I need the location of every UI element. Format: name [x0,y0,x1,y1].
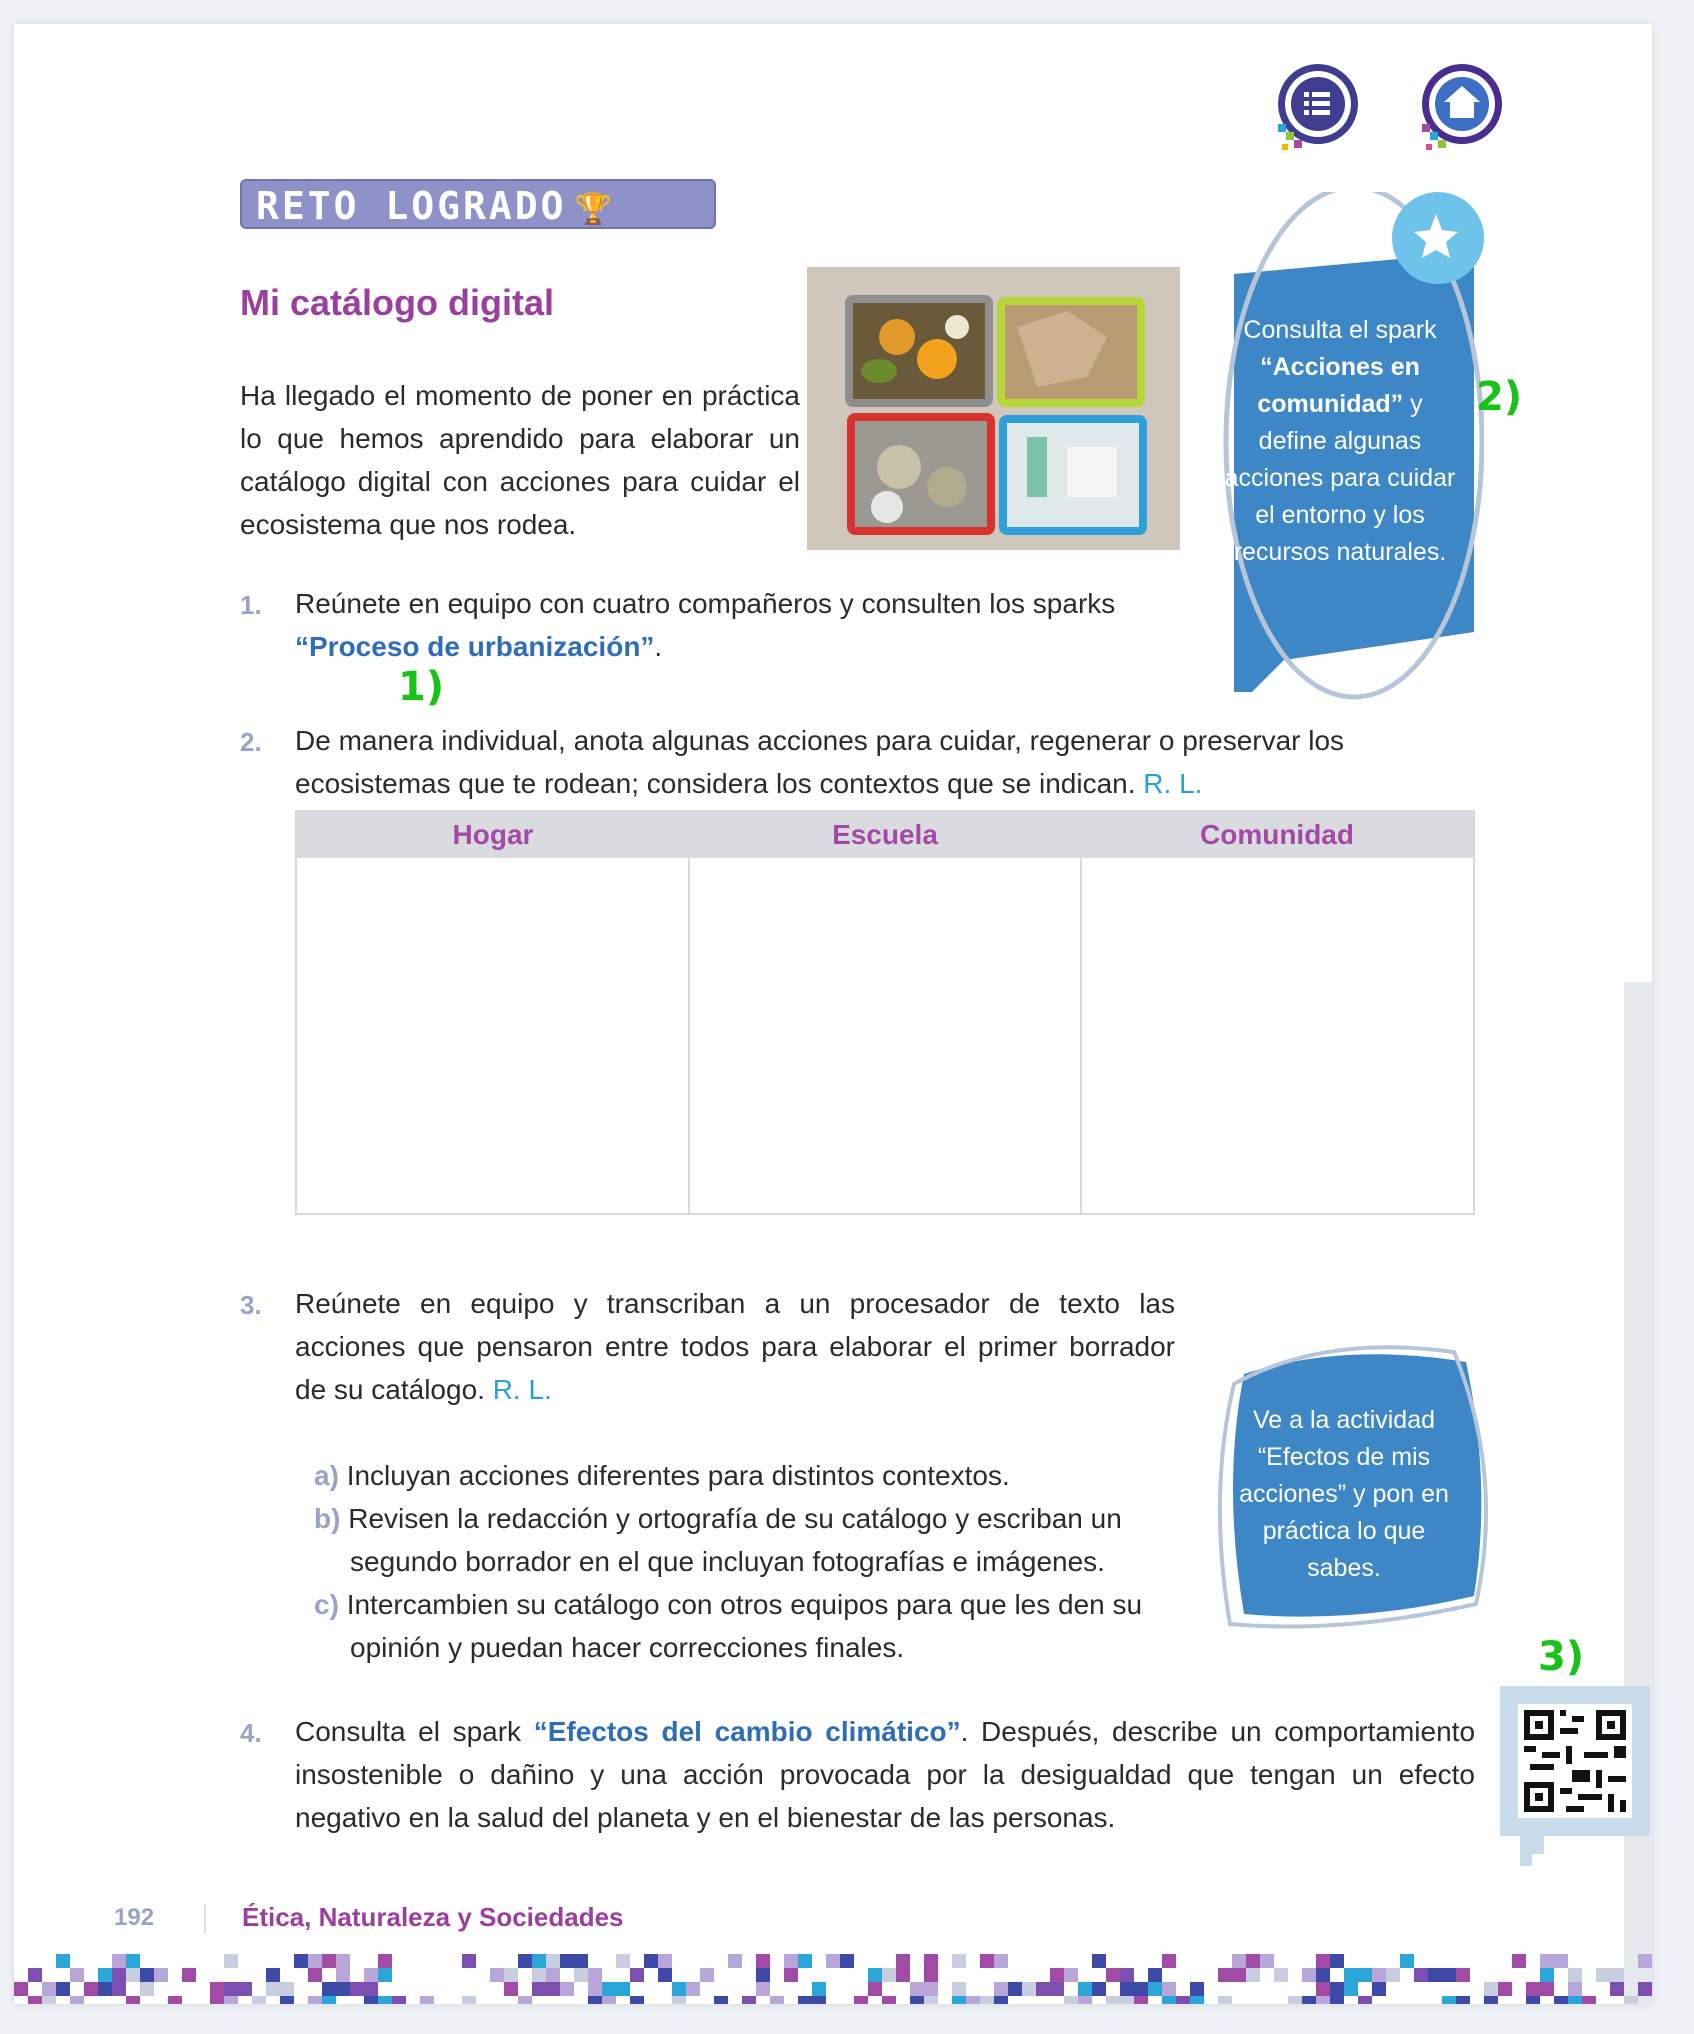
pixel-tile [980,1954,994,1968]
pixel-tile [672,1996,686,2004]
pixel-tile [812,1982,826,1996]
item-number-1: 1. [240,590,262,620]
pixel-tile [252,1996,266,2004]
pixel-tile [574,1954,588,1968]
pixel-tile [280,1996,294,2004]
pixel-tile [1526,1996,1540,2004]
pixel-tile [1638,1982,1652,1996]
pixel-tile [1190,1982,1204,1996]
pixel-tile [42,1982,56,1996]
pixel-tile [952,1982,966,1996]
pixel-tile [574,1968,588,1982]
pixel-tile [1134,1996,1148,2004]
subitem-a [314,1454,1174,1497]
pixel-tile [224,1982,238,1996]
pixel-tile [1442,1996,1456,2004]
pixel-tile [882,1996,896,2004]
pixel-tile [378,1996,392,2004]
pixel-tile [756,1954,770,1968]
pixel-tile [504,1968,518,1982]
pixel-tile [392,1996,406,2004]
pixel-tile [952,1954,966,1968]
item-number-3: 3. [240,1290,262,1320]
pixel-tile [994,1954,1008,1968]
subitem-text: Revisen la redacción y ortografía de su catálogo y escriban un segundo borrador en el que incluyan fotografías e imágenes. [348,1503,1122,1577]
pixel-tile [602,1996,616,2004]
table-cell-comunidad[interactable] [1082,858,1473,1213]
pixel-tile [882,1968,896,1982]
pixel-tile [140,1968,154,1982]
pixel-tile [728,1954,742,1968]
pixel-tile [112,1954,126,1968]
pixel-tile [1008,1982,1022,1996]
pixel-tile [742,1996,756,2004]
pixel-tile [616,1954,630,1968]
recycling-bins-photo [807,267,1180,550]
pixel-tile [1330,1982,1344,1996]
pixel-tile [630,1996,644,2004]
pixel-tile [1484,1996,1498,2004]
pixel-tile [532,1982,546,1996]
pixel-tile [910,1982,924,1996]
subitem-letter: c) [314,1589,339,1620]
pixel-tile [322,1982,336,1996]
pixel-tile [1414,1968,1428,1982]
pixel-tile [1232,1954,1246,1968]
pixel-tile [1022,1982,1036,1996]
pixel-tile [1302,1996,1316,2004]
pixel-tile [532,1968,546,1982]
pixel-tile [924,1996,938,2004]
table-header-hogar: Hogar [452,819,534,850]
pixel-tile [210,1982,224,1996]
pixel-tile [182,1968,196,1982]
page-title: Mi catálogo digital [240,282,555,323]
pixel-tile [1554,1996,1568,2004]
pixel-tile [1624,1996,1638,2004]
pixel-tile [1596,1968,1610,1982]
page-number: 192 [114,1904,155,1931]
subject-title: Ética, Naturaleza y Sociedades [242,1902,624,1932]
table-cell-escuela[interactable] [690,858,1083,1213]
subitem-text: Incluyan acciones diferentes para distintos contextos. [346,1460,1010,1491]
item-2 [295,719,1475,805]
pixel-tile [1540,1954,1554,1968]
spark-banner-text [1220,312,1460,571]
decorative-pixel-band [14,1954,1652,2004]
pixel-tile [896,1968,910,1982]
pixel-tile [910,1996,924,2004]
pixel-tile [1064,1968,1078,1982]
pixel-tile [1106,1968,1120,1982]
pixel-tile [56,1982,70,1996]
banner-line: Consulta el spark [1243,316,1437,344]
pixel-tile [1428,1968,1442,1982]
pixel-tile [1344,1982,1358,1996]
challenge-badge [240,179,716,229]
pixel-tile [1372,1982,1386,1996]
pixel-tile [1484,1982,1498,1996]
pixel-tile [1568,1996,1582,2004]
pixel-tile [546,1954,560,1968]
pixel-tile [504,1982,518,1996]
pixel-tile [1260,1954,1274,1968]
pixel-tile [308,1968,322,1982]
pixel-tile [1218,1996,1232,2004]
table-header-comunidad: Comunidad [1200,819,1354,850]
pixel-tile [994,1982,1008,1996]
pixel-tile [1302,1968,1316,1982]
pixel-tile [1078,1982,1092,1996]
subitem-letter: a) [314,1460,339,1491]
pixel-tile [854,1996,868,2004]
pixel-tile [112,1982,126,1996]
subitem-c [314,1583,1174,1669]
pixel-tile [28,1996,42,2004]
pixel-tile [126,1954,140,1968]
item-1-text: Reúnete en equipo con cuatro compañeros y consulten los sparks [295,588,1116,619]
pixel-tile [1582,1996,1596,2004]
qr-code[interactable] [1500,1686,1650,1876]
pixel-tile [168,1996,182,2004]
pixel-tile [14,1982,28,1996]
item-4-text: Consulta el spark [295,1716,534,1747]
pixel-tile [1176,1996,1190,2004]
marker-2: 2) [1476,374,1523,420]
pixel-tile [336,1954,350,1968]
pixel-tile [1456,1968,1470,1982]
pixel-tile [1456,1996,1470,2004]
pixel-tile [658,1954,672,1968]
pixel-tile [1316,1996,1330,2004]
pixel-tile [210,1996,224,2004]
pixel-tile [1554,1954,1568,1968]
pixel-tile [1078,1996,1092,2004]
item-2-text: De manera individual, anota algunas acciones para cuidar, regenerar o preservar los ecosistemas que te rodean; considera los contextos que se indican. [295,725,1345,799]
pixel-tile [364,1968,378,1982]
pixel-tile [588,1996,602,2004]
pixel-tile [630,1968,644,1982]
pixel-tile [336,1982,350,1996]
pixel-tile [644,1954,658,1968]
pixel-tile [924,1968,938,1982]
pixel-tile [602,1982,616,1996]
pixel-tile [1050,1982,1064,1996]
pixel-tile [1148,1968,1162,1982]
pixel-tile [70,1968,84,1982]
pixel-tile [1610,1968,1624,1982]
pixel-tile [952,1996,966,2004]
pixel-tile [364,1996,378,2004]
pixel-tile [350,1982,364,1996]
pixel-tile [1092,1982,1106,1996]
pixel-tile [1120,1996,1134,2004]
pixel-tile [126,1968,140,1982]
pixel-tile [966,1996,980,2004]
pixel-tile [1442,1968,1456,1982]
spark-link-acciones[interactable]: “Acciones en comunidad” [1257,353,1420,418]
pixel-tile [532,1954,546,1968]
pixel-tile [266,1968,280,1982]
pixel-tile [42,1996,56,2004]
activity-bubble-text[interactable]: Ve a la actividad “Efectos de mis acciones” y pon en práctica lo que sabes. [1239,1406,1449,1582]
pixel-tile [1232,1968,1246,1982]
subitem-letter: b) [314,1503,341,1534]
pixel-tile [518,1954,532,1968]
pixel-tile [1050,1968,1064,1982]
pixel-tile [770,1996,784,2004]
pixel-tile [756,1982,770,1996]
pixel-tile [1610,1982,1624,1996]
pixel-tile [994,1996,1008,2004]
home-icon[interactable] [1410,58,1510,158]
spark-link-cambio-climatico[interactable]: “Efectos del cambio climático” [533,1716,961,1747]
footer-divider [204,1904,206,1934]
pixel-tile [798,1996,812,2004]
pixel-tile [1344,1968,1358,1982]
pixel-tile [1512,1954,1526,1968]
pixel-tile [266,1982,280,1996]
pixel-tile [1134,1982,1148,1996]
pixel-tile [1330,1996,1344,2004]
pixel-tile [1288,1996,1302,2004]
pixel-tile [784,1968,798,1982]
pixel-tile [98,1982,112,1996]
spark-link-urbanizacion[interactable]: “Proceso de urbanización” [295,631,655,662]
pixel-tile [658,1968,672,1982]
pixel-tile [238,1982,252,1996]
pixel-tile [1568,1982,1582,1996]
pixel-tile [560,1954,574,1968]
pixel-tile [1162,1982,1176,1996]
pixel-tile [1568,1968,1582,1982]
pixel-tile [378,1954,392,1968]
pixel-tile [70,1996,84,2004]
pixel-tile [1540,1968,1554,1982]
pixel-tile [868,1968,882,1982]
subitem-text: Intercambien su catálogo con otros equipos para que les den su opinión y puedan hacer correcciones finales. [346,1589,1143,1663]
pixel-tile [98,1968,112,1982]
item-1-end: . [654,631,663,662]
item-1 [295,582,1175,668]
pixel-tile [308,1996,322,2004]
pixel-tile [896,1954,910,1968]
pixel-tile [798,1954,812,1968]
pixel-tile [1330,1954,1344,1968]
contexts-table [295,810,1475,1215]
pixel-tile [924,1954,938,1968]
item-number-2: 2. [240,727,262,757]
pixel-tile [490,1968,504,1982]
pixel-tile [1540,1982,1554,1996]
pixel-tile [322,1954,336,1968]
pixel-tile [1638,1954,1652,1968]
pixel-tile [1036,1982,1050,1996]
pixel-tile [1106,1996,1120,2004]
pixel-tile [462,1954,476,1968]
pixel-tile [294,1954,308,1968]
pixel-tile [1400,1954,1414,1968]
pixel-tile [714,1996,728,2004]
pixel-tile [308,1954,322,1968]
item-3 [295,1282,1175,1411]
subitem-b [314,1497,1174,1583]
pixel-tile [1148,1982,1162,1996]
pixel-tile [546,1982,560,1996]
item-4-text-rest: . Después, describe un comportamiento insostenible o dañino y una acción provocada por la desigualdad que tengan un efecto negativo en la salud del planeta y en el bienestar de las personas. [295,1716,1476,1833]
item-3-text: Reúnete en equipo y transcriban a un procesador de texto las acciones que pensaron entre todos para elaborar el primer borrador de su catálogo. [295,1288,1175,1405]
pixel-tile [840,1954,854,1968]
pixel-tile [322,1996,336,2004]
pixel-tile [686,1982,700,1996]
pixel-tile [1120,1982,1134,1996]
list-icon[interactable] [1266,58,1366,158]
pixel-tile [1120,1968,1134,1982]
pixel-tile [28,1968,42,1982]
pixel-tile [378,1968,392,1982]
table-cell-hogar[interactable] [297,858,690,1213]
pixel-tile [700,1968,714,1982]
pixel-tile [1386,1968,1400,1982]
trophy-icon: 🏆 [574,192,615,227]
marker-3: 3) [1538,1634,1585,1680]
pixel-tile [224,1954,238,1968]
pixel-tile [1092,1954,1106,1968]
pixel-tile [126,1996,140,2004]
pixel-tile [518,1996,532,2004]
rl-note: R. L. [492,1374,552,1405]
pixel-tile [1316,1982,1330,1996]
pixel-tile [1526,1982,1540,1996]
pixel-tile [980,1996,994,2004]
pixel-tile [364,1982,378,1996]
item-4 [295,1710,1475,1839]
pixel-tile [546,1968,560,1982]
pixel-tile [588,1982,602,1996]
pixel-tile [420,1996,434,2004]
pixel-tile [140,1982,154,1996]
pixel-tile [56,1954,70,1968]
pixel-tile [1358,1968,1372,1982]
pixel-tile [588,1968,602,1982]
pixel-tile [616,1982,630,1996]
pixel-tile [1246,1954,1260,1968]
pixel-tile [154,1968,168,1982]
pixel-tile [1316,1968,1330,1982]
pixel-tile [1498,1982,1512,1996]
pixel-tile [924,1982,938,1996]
banner-rest: y define algunas acciones para cuidar el entorno y los recursos naturales. [1224,390,1456,566]
intro-paragraph: Ha llegado el momento de poner en práctica lo que hemos aprendido para elaborar un catálogo digital con acciones para cuidar el ecosistema que nos rodea. [240,380,800,540]
pixel-tile [336,1968,350,1982]
item-number-4: 4. [240,1718,262,1748]
pixel-tile [826,1954,840,1968]
pixel-tile [812,1996,826,2004]
rl-note: R. L. [1143,768,1203,799]
pixel-tile [1162,1954,1176,1968]
badge-label: RETO LOGRADO [256,184,567,228]
pixel-tile [756,1968,770,1982]
marker-1: 1) [398,664,445,710]
pixel-tile [672,1982,686,1996]
pixel-tile [1372,1968,1386,1982]
pixel-tile [784,1954,798,1968]
pixel-tile [280,1982,294,1996]
pixel-tile [112,1968,126,1982]
pixel-tile [1358,1996,1372,2004]
pixel-tile [1064,1996,1078,2004]
pixel-tile [1316,1954,1330,1968]
pixel-tile [84,1982,98,1996]
pixel-tile [224,1996,238,2004]
pixel-tile [1246,1968,1260,1982]
pixel-tile [1274,1968,1288,1982]
textbook-page [14,24,1652,2004]
pixel-tile [868,1982,882,1996]
pixel-tile [462,1996,476,2004]
pixel-tile [1162,1996,1176,2004]
table-header-escuela: Escuela [832,819,938,850]
pixel-tile [1190,1996,1204,2004]
pixel-tile [560,1982,574,1996]
pixel-tile [1218,1968,1232,1982]
